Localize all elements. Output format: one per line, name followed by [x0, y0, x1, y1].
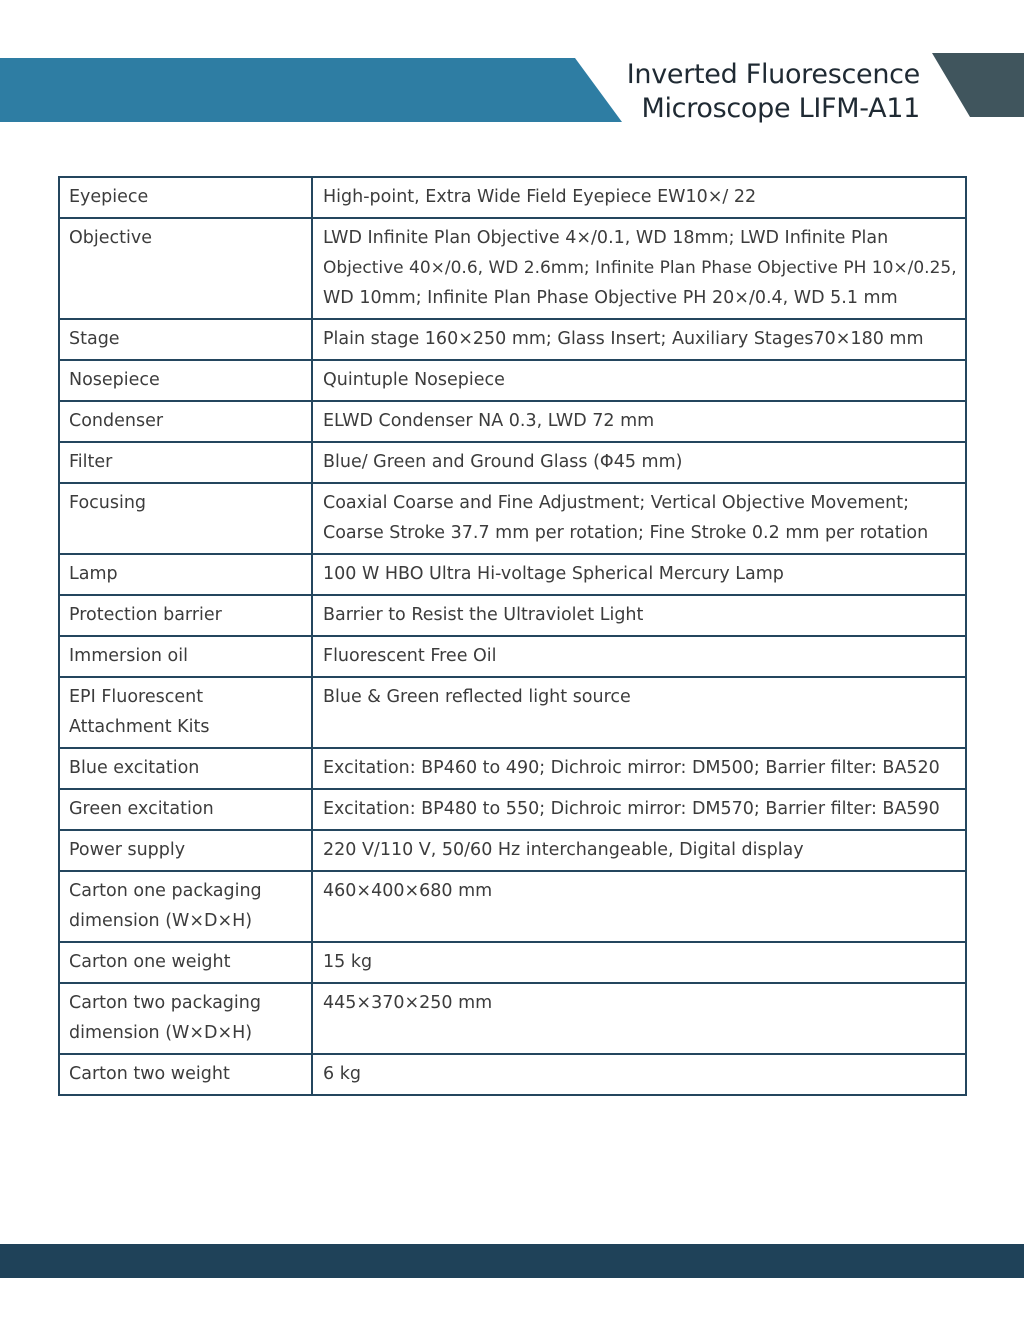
spec-value: Excitation: BP480 to 550; Dichroic mirror: DM570; Barrier filter: BA590: [323, 799, 940, 819]
spec-value: High-point, Extra Wide Field Eyepiece EW10×/ 22: [323, 187, 757, 207]
spec-label-cell: [59, 360, 312, 401]
spec-value: 220 V/110 V, 50/60 Hz interchangeable, Digital display: [323, 840, 804, 860]
spec-label: Objective: [69, 228, 152, 248]
spec-label-cell: [59, 554, 312, 595]
spec-value-cell: [312, 218, 966, 319]
header-band-blue: [0, 58, 622, 122]
spec-row: [59, 830, 966, 871]
spec-row: [59, 789, 966, 830]
spec-value: WD 10mm; Infinite Plan Phase Objective PH 20×/0.4, WD 5.1 mm: [323, 288, 898, 308]
spec-value-cell: [312, 442, 966, 483]
spec-value: Blue & Green reflected light source: [323, 687, 631, 707]
spec-row: [59, 401, 966, 442]
spec-value: Objective 40×/0.6, WD 2.6mm; Infinite Plan Phase Objective PH 10×/0.25,: [323, 258, 957, 278]
spec-label-cell: [59, 942, 312, 983]
spec-value: 100 W HBO Ultra Hi-voltage Spherical Mercury Lamp: [323, 564, 784, 584]
spec-value: Coarse Stroke 37.7 mm per rotation; Fine Stroke 0.2 mm per rotation: [323, 523, 929, 543]
spec-value: LWD Infinite Plan Objective 4×/0.1, WD 18mm; LWD Infinite Plan: [323, 228, 889, 248]
spec-label-cell: [59, 636, 312, 677]
spec-label-cell: [59, 871, 312, 942]
spec-label-cell: [59, 983, 312, 1054]
spec-value-cell: [312, 983, 966, 1054]
spec-row: [59, 677, 966, 748]
spec-value-cell: [312, 319, 966, 360]
spec-label: dimension (W×D×H): [69, 1023, 253, 1043]
spec-value: Quintuple Nosepiece: [323, 370, 505, 390]
spec-label-cell: [59, 218, 312, 319]
spec-label-cell: [59, 483, 312, 554]
spec-value-cell: [312, 177, 966, 218]
spec-label-cell: [59, 789, 312, 830]
spec-row: [59, 942, 966, 983]
spec-value-cell: [312, 401, 966, 442]
spec-row: [59, 177, 966, 218]
spec-label: dimension (W×D×H): [69, 911, 253, 931]
spec-label: Carton one weight: [69, 952, 231, 972]
spec-label: Carton two packaging: [69, 993, 261, 1013]
spec-value-cell: [312, 483, 966, 554]
spec-value-cell: [312, 360, 966, 401]
spec-label: Green excitation: [69, 799, 214, 819]
spec-label: Blue excitation: [69, 758, 200, 778]
spec-value: Plain stage 160×250 mm; Glass Insert; Auxiliary Stages70×180 mm: [323, 329, 924, 349]
spec-row: [59, 483, 966, 554]
spec-row: [59, 983, 966, 1054]
spec-label: Power supply: [69, 840, 186, 860]
spec-value: 445×370×250 mm: [323, 993, 493, 1013]
page-title-line1: Inverted Fluorescence: [626, 59, 920, 90]
spec-value: Fluorescent Free Oil: [323, 646, 497, 666]
spec-label-cell: [59, 401, 312, 442]
spec-value-cell: [312, 1054, 966, 1095]
spec-value: 6 kg: [323, 1064, 361, 1084]
spec-value: 460×400×680 mm: [323, 881, 493, 901]
spec-value: Blue/ Green and Ground Glass (Φ45 mm): [323, 452, 683, 472]
spec-row: [59, 442, 966, 483]
spec-value: Barrier to Resist the Ultraviolet Light: [323, 605, 644, 625]
spec-label: Stage: [69, 329, 120, 349]
spec-label: Eyepiece: [69, 187, 149, 207]
spec-value: Excitation: BP460 to 490; Dichroic mirror: DM500; Barrier filter: BA520: [323, 758, 940, 778]
spec-value-cell: [312, 677, 966, 748]
spec-label-cell: [59, 748, 312, 789]
spec-label: Filter: [69, 452, 113, 472]
page-title-line2: Microscope LIFM-A11: [641, 93, 920, 124]
spec-value: ELWD Condenser NA 0.3, LWD 72 mm: [323, 411, 655, 431]
spec-value-cell: [312, 595, 966, 636]
spec-value-cell: [312, 636, 966, 677]
spec-row: [59, 595, 966, 636]
spec-value: Coaxial Coarse and Fine Adjustment; Vertical Objective Movement;: [323, 493, 910, 513]
spec-row: [59, 748, 966, 789]
spec-label: EPI Fluorescent: [69, 687, 204, 707]
spec-row: [59, 360, 966, 401]
spec-row: [59, 319, 966, 360]
spec-label: Attachment Kits: [69, 717, 210, 737]
page-title: [627, 58, 920, 126]
spec-value-cell: [312, 830, 966, 871]
spec-table: [58, 176, 967, 1096]
spec-label: Focusing: [69, 493, 147, 513]
spec-value: 15 kg: [323, 952, 373, 972]
spec-label: Carton two weight: [69, 1064, 230, 1084]
spec-row: [59, 554, 966, 595]
footer-band: [0, 1244, 1024, 1278]
spec-row: [59, 871, 966, 942]
spec-label-cell: [59, 442, 312, 483]
spec-label-cell: [59, 595, 312, 636]
spec-value-cell: [312, 748, 966, 789]
spec-label: Protection barrier: [69, 605, 222, 625]
spec-value-cell: [312, 871, 966, 942]
spec-label: Immersion oil: [69, 646, 188, 666]
header-band-slate: [932, 53, 1024, 117]
spec-value-cell: [312, 789, 966, 830]
spec-label-cell: [59, 177, 312, 218]
spec-label-cell: [59, 677, 312, 748]
spec-label: Carton one packaging: [69, 881, 262, 901]
spec-label-cell: [59, 1054, 312, 1095]
spec-value-cell: [312, 942, 966, 983]
spec-label-cell: [59, 830, 312, 871]
spec-value-cell: [312, 554, 966, 595]
spec-table-body: [59, 177, 966, 1095]
spec-row: [59, 636, 966, 677]
spec-label: Condenser: [69, 411, 164, 431]
spec-row: [59, 1054, 966, 1095]
spec-label-cell: [59, 319, 312, 360]
spec-label: Lamp: [69, 564, 118, 584]
spec-row: [59, 218, 966, 319]
spec-label: Nosepiece: [69, 370, 160, 390]
